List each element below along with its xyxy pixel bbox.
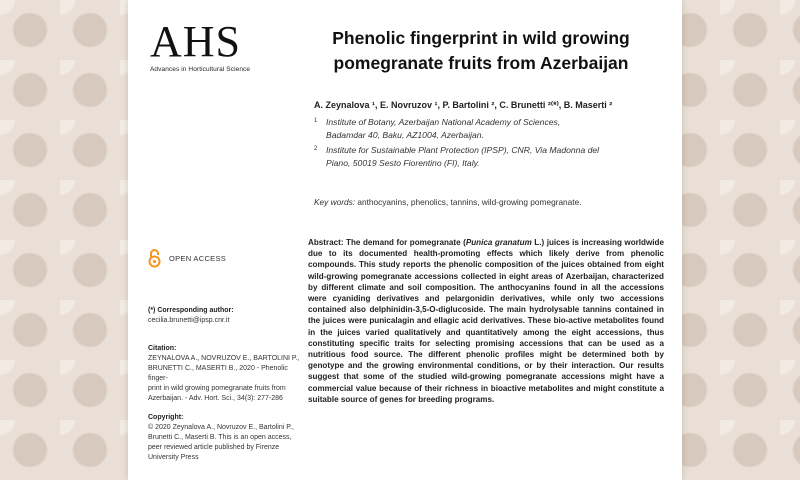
affiliation-2 — [314, 144, 659, 170]
article-title-line-1: Phenolic fingerprint in wild growing — [332, 28, 630, 48]
corresponding-author-label: (*) Corresponding author: — [148, 307, 234, 314]
keywords-value: anthocyanins, phenolics, tannins, wild-growing pomegranate. — [357, 197, 582, 207]
article-title-line-2: pomegranate fruits from Azerbaijan — [333, 53, 629, 73]
journal-logo-subtitle: Advances in Horticultural Science — [150, 66, 251, 73]
affiliation-number: 1 — [314, 118, 318, 124]
open-access-badge — [148, 248, 226, 268]
journal-logo-mark: AHS — [150, 17, 242, 66]
affiliation-number: 2 — [314, 146, 318, 152]
open-access-lock-icon — [148, 248, 161, 268]
abstract-species: Punica granatum — [465, 238, 532, 247]
affiliation-1 — [314, 116, 659, 142]
copyright-label: Copyright: — [148, 414, 184, 421]
open-access-label: OPEN ACCESS — [169, 253, 227, 263]
article-title — [306, 26, 656, 76]
author-list: A. Zeynalova ¹, E. Novruzov ¹, P. Bartolini ², C. Brunetti ²⁽*⁾, B. Maserti ² — [314, 100, 613, 110]
affiliation-text: Institute for Sustainable Plant Protection (IPSP), CNR, Via Madonna del Piano, 50019 Sesto Fiorentino (FI), Italy. — [326, 145, 600, 168]
keywords-label: Key words: — [314, 197, 356, 207]
abstract-label: Abstract: — [308, 238, 344, 247]
journal-logo — [150, 17, 251, 73]
corresponding-author — [148, 306, 300, 326]
abstract-text-part-2: L.) juices is increasing worldwide due to its documented health-promoting effects which likely derive from phenolic compounds. This study reports the phenolic composition of the juices obtained from eight wild-growing pomegranate accessions collected in eight areas of Azerbaijan, characterized by different climate and soil composition. The anthocyanins found in all the accessions were cyaniding derivatives and pelargonidin derivatives, while only two accessions contained also delphinidin-3,5-O-diglucoside. The main hydrolysable tannins contained in the juices were punicalagin and ellagic acid derivatives. These bio-active metabolites found in the juices varied qualitatively and quantitatively among the eight accessions, thus constituting specific traits for selecting promising accessions that can be used as a nutritious food source. The different phenolic profiles might be determined both by genotype and the growing environmental conditions, or by their interaction. Our results suggest that some of the studied wild-growing pomegranate accessions might have a commercial value because of their richness in bioactive metabolites and might constitute a suitable source of genes for breeding programs. — [308, 238, 664, 404]
corresponding-author-email[interactable]: cecilia.brunetti@ipsp.cnr.it — [148, 317, 230, 324]
citation-label: Citation: — [148, 345, 177, 352]
keywords — [314, 197, 582, 207]
affiliation-text: Institute of Botany, Azerbaijan National Academy of Sciences, Badamdar 40, Baku, AZ1004, Azerbaijan. — [326, 117, 561, 140]
citation-text: ZEYNALOVA A., NOVRUZOV E., BARTOLINI P., BRUNETTI C., MASERTI B., 2020 - Phenolic finger- print in wild growing pomegranate fruits from Azerbaijan. - Adv. Hort. Sci., 34(3): 277-286 — [148, 355, 300, 402]
copyright — [148, 413, 300, 463]
copyright-text: © 2020 Zeynalova A., Novruzov E., Bartolini P., Brunetti C., Maserti B. This is an open access, peer reviewed article published by Firenze University Press — [148, 424, 294, 461]
citation — [148, 344, 300, 404]
abstract — [308, 237, 664, 405]
article-page — [128, 0, 682, 480]
abstract-text-part-1: The demand for pomegranate ( — [343, 238, 466, 247]
